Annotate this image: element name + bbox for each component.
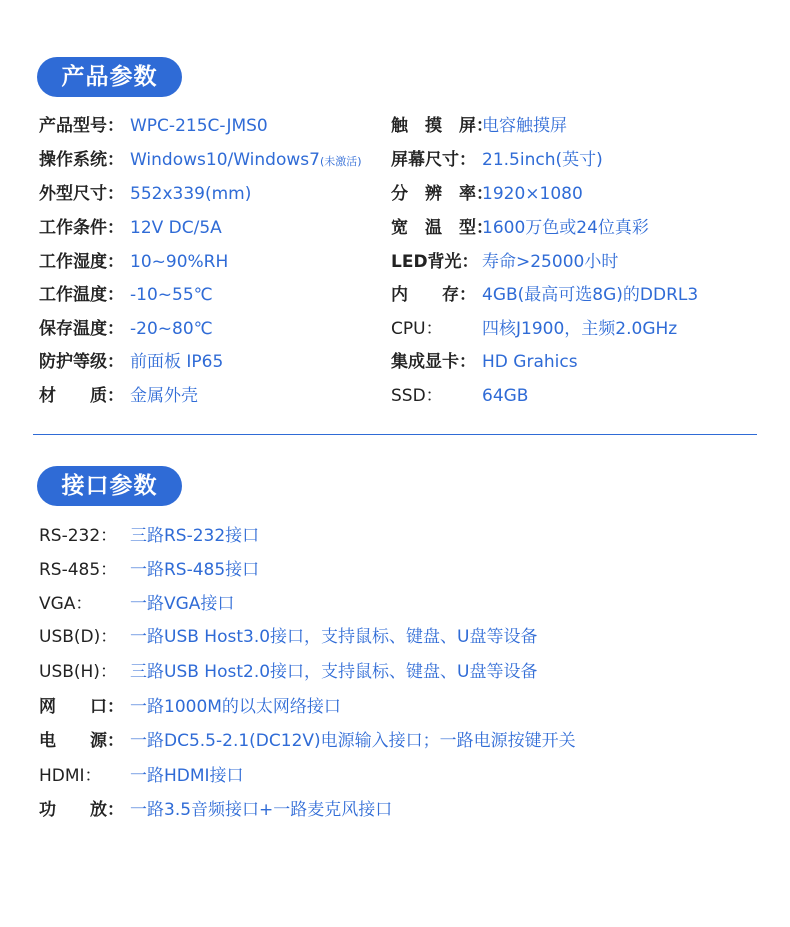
interface-label: 网 口： bbox=[39, 697, 124, 717]
interface-value: 一路RS-485接口 bbox=[130, 560, 260, 580]
spec-label: 工作条件： bbox=[39, 218, 124, 238]
spec-label: 外型尺寸： bbox=[39, 184, 124, 204]
product-params-title: 产品参数 bbox=[37, 57, 182, 97]
spec-label: 材 质： bbox=[39, 386, 124, 406]
interface-value: 一路DC5.5-2.1(DC12V)电源输入接口；一路电源按键开关 bbox=[130, 731, 576, 751]
spec-label: 工作湿度： bbox=[39, 252, 124, 272]
interface-label: 功 放： bbox=[39, 800, 124, 820]
spec-value: HD Grahics bbox=[482, 352, 578, 372]
spec-value: 前面板 IP65 bbox=[130, 352, 224, 372]
spec-value: WPC-215C-JMS0 bbox=[130, 116, 268, 136]
spec-value: 1600万色或24位真彩 bbox=[482, 218, 649, 238]
spec-label: LED背光： bbox=[391, 252, 479, 272]
spec-label: 屏幕尺寸： bbox=[391, 150, 476, 170]
interface-label: VGA： bbox=[39, 594, 93, 614]
interface-value: 一路3.5音频接口+一路麦克风接口 bbox=[130, 800, 393, 820]
spec-value: 1920×1080 bbox=[482, 184, 583, 204]
spec-label: 保存温度： bbox=[39, 319, 124, 339]
spec-label: SSD： bbox=[391, 386, 443, 406]
spec-value: -10~55℃ bbox=[130, 285, 213, 305]
spec-label: 防护等级： bbox=[39, 352, 124, 372]
spec-value: 21.5inch(英寸) bbox=[482, 150, 603, 170]
spec-value: 金属外壳 bbox=[130, 386, 198, 406]
spec-label: 宽 温 型： bbox=[391, 218, 493, 238]
interface-value: 一路VGA接口 bbox=[130, 594, 235, 614]
interface-label: USB(H)： bbox=[39, 662, 117, 682]
spec-value: 552x339(mm) bbox=[130, 184, 252, 204]
interface-label: USB(D)： bbox=[39, 627, 118, 647]
interface-value: 一路1000M的以太网络接口 bbox=[130, 697, 341, 717]
spec-value: 寿命>25000小时 bbox=[482, 252, 619, 272]
spec-label: 触 摸 屏： bbox=[391, 116, 493, 136]
spec-label: 分 辨 率： bbox=[391, 184, 493, 204]
spec-value-note: (未激活) bbox=[319, 155, 362, 168]
spec-label: 工作温度： bbox=[39, 285, 124, 305]
interface-value: 一路USB Host3.0接口，支持鼠标、键盘、U盘等设备 bbox=[130, 627, 538, 647]
spec-label: 集成显卡： bbox=[391, 352, 476, 372]
interface-value: 三路USB Host2.0接口，支持鼠标、键盘、U盘等设备 bbox=[130, 662, 538, 682]
spec-value: 10~90%RH bbox=[130, 252, 229, 272]
spec-value bbox=[130, 148, 362, 174]
spec-label: 产品型号： bbox=[39, 116, 124, 136]
interface-label: RS-232： bbox=[39, 526, 118, 546]
section-divider bbox=[33, 434, 757, 435]
interface-label: 电 源： bbox=[39, 731, 124, 751]
interface-label: HDMI： bbox=[39, 766, 102, 786]
spec-value: 12V DC/5A bbox=[130, 218, 222, 238]
spec-label: 内 存： bbox=[391, 285, 476, 305]
spec-value: 4GB(最高可选8G)的DDRL3 bbox=[482, 285, 699, 305]
spec-value-main: Windows10/Windows7 bbox=[130, 150, 320, 170]
spec-label: CPU： bbox=[391, 319, 443, 339]
interface-label: RS-485： bbox=[39, 560, 118, 580]
interface-value: 三路RS-232接口 bbox=[130, 526, 260, 546]
spec-value: -20~80℃ bbox=[130, 319, 213, 339]
spec-value: 电容触摸屏 bbox=[482, 116, 567, 136]
spec-value: 64GB bbox=[482, 386, 529, 406]
interface-params-title: 接口参数 bbox=[37, 466, 182, 506]
spec-label: 操作系统： bbox=[39, 150, 124, 170]
interface-value: 一路HDMI接口 bbox=[130, 766, 244, 786]
spec-value: 四核J1900，主频2.0GHz bbox=[482, 319, 678, 339]
